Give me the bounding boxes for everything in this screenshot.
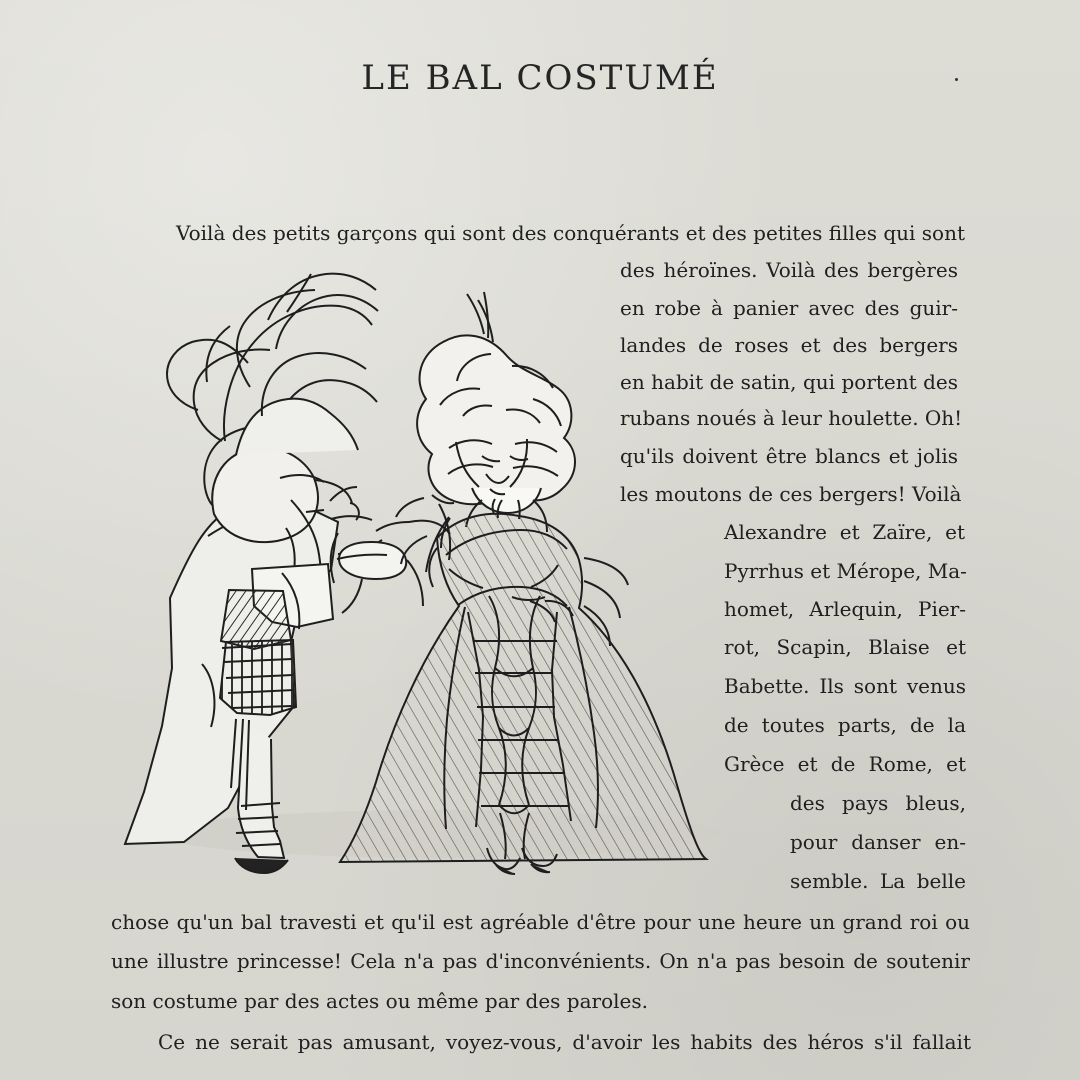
text-line-14: de toutes parts, de la bbox=[724, 713, 966, 737]
boy-figure bbox=[125, 274, 406, 873]
text-line-10: Pyrrhus et Mérope, Ma- bbox=[724, 559, 967, 583]
text-line-1: Voilà des petits garçons qui sont des conquérants et des petites filles qui sont bbox=[176, 221, 965, 245]
text-line-17: pour danser en- bbox=[790, 830, 966, 854]
text-line-6: rubans noués à leur houlette. Oh! bbox=[620, 406, 963, 430]
text-line-11: homet, Arlequin, Pier- bbox=[724, 597, 966, 621]
text-line-12: rot, Scapin, Blaise et bbox=[724, 635, 966, 659]
text-line-4: landes de roses et des bergers bbox=[620, 333, 958, 357]
text-line-22: Ce ne serait pas amusant, voyez-vous, d'avoir les habits des héros s'il fallait bbox=[158, 1030, 971, 1054]
text-line-5: en habit de satin, qui portent des bbox=[620, 370, 958, 394]
text-line-13: Babette. Ils sont venus bbox=[724, 674, 966, 698]
text-line-16: des pays bleus, bbox=[790, 791, 966, 815]
page-title: LE BAL COSTUMÉ bbox=[361, 58, 719, 98]
text-line-15: Grèce et de Rome, et bbox=[724, 752, 966, 776]
text-line-7: qu'ils doivent être blancs et jolis bbox=[620, 444, 958, 468]
text-line-8: les moutons de ces bergers! Voilà bbox=[620, 482, 962, 506]
girl-figure bbox=[340, 292, 706, 874]
text-line-2: des héroïnes. Voilà des bergères bbox=[620, 258, 958, 282]
text-line-18: semble. La belle bbox=[790, 869, 966, 893]
text-line-21: son costume par des actes ou même par des paroles. bbox=[111, 989, 648, 1013]
text-line-20: une illustre princesse! Cela n'a pas d'inconvénients. On n'a pas besoin de soutenir bbox=[111, 949, 970, 973]
text-line-3: en robe à panier avec des guir- bbox=[620, 296, 958, 320]
costume-illustration bbox=[110, 268, 750, 880]
text-line-19: chose qu'un bal travesti et qu'il est agréable d'être pour une heure un grand roi ou bbox=[111, 910, 970, 934]
text-line-9: Alexandre et Zaïre, et bbox=[724, 520, 965, 544]
